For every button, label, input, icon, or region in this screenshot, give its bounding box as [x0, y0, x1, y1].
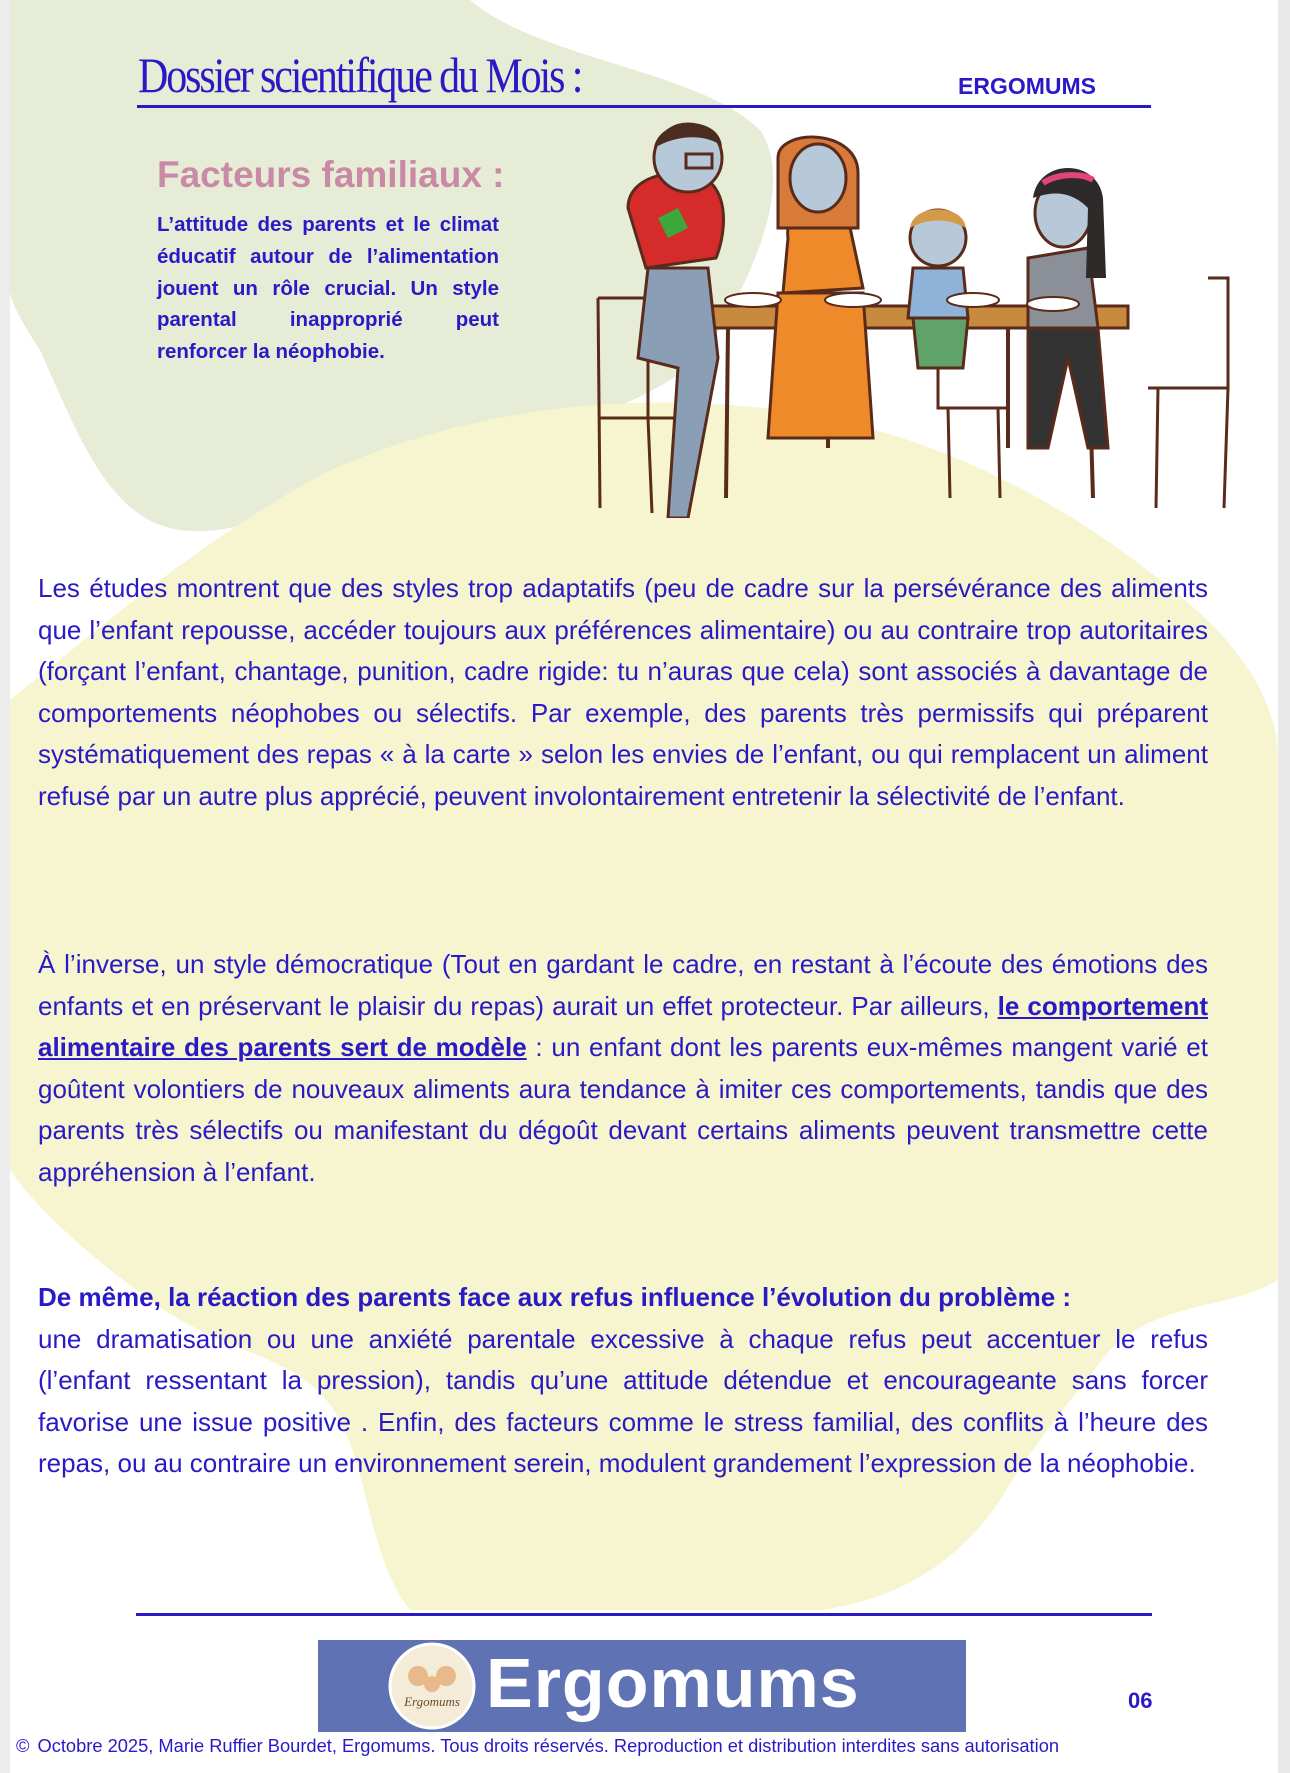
header-divider: [137, 105, 1151, 108]
paragraph-parent-reaction: [38, 1277, 1208, 1485]
footer-divider: [136, 1613, 1152, 1616]
copyright-notice: [16, 1735, 1059, 1757]
header-brand: ERGOMUMS: [958, 73, 1096, 99]
ergomums-logo: [388, 1642, 476, 1730]
family-meal-illustration: [588, 118, 1238, 518]
table-leg: [726, 328, 728, 498]
father-figure: [628, 123, 723, 518]
paragraph-text: À l’inverse, un style démocratique (Tout en gardant le cadre, en restant à l’écoute des émotions des enfants et en préservant le plaisir du repas) aurait un effet protecteur. Par ailleurs,: [38, 949, 1208, 1021]
document-title: Dossier scientifique du Mois :: [138, 47, 582, 103]
plate: [725, 293, 781, 307]
plate: [1027, 297, 1079, 311]
child-figure: [908, 209, 968, 368]
paragraph-parenting-styles: Les études montrent que des styles trop adaptatifs (peu de cadre sur la persévérance des aliments que l’enfant repousse, accéder toujours aux préférences alimentaire) ou au contraire trop autoritaires (forçant l’enfant, chantage, punition, cadre rigide: tu n’auras que cela) sont associés à davantage de comportements néophobes ou sélectifs. Par exemple, des parents très permissifs qui préparent systématiquement des repas « à la carte » selon les envies de l’enfant, ou qui remplacent un aliment refusé par un autre plus apprécié, peuvent involontairement entretenir la sélectivité de l’enfant.: [38, 573, 1208, 811]
section-intro: L’attitude des parents et le climat éducatif autour de l’alimentation jouent un rôle crucial. Un style parental inapproprié peut renforcer la néophobie.: [157, 213, 499, 364]
paragraph-lead: De même, la réaction des parents face aux refus influence l’évolution du problème :: [38, 1282, 1072, 1312]
plate: [825, 293, 881, 307]
section-heading: Facteurs familiaux :: [157, 154, 505, 195]
copyright-text: Octobre 2025, Marie Ruffier Bourdet, Ergomums. Tous droits réservés. Reproduction et distribution interdites sans autorisation: [37, 1735, 1060, 1756]
chair-child: [938, 348, 1008, 498]
brand-banner: [318, 1640, 966, 1732]
paragraph-democratic-style: [38, 944, 1208, 1193]
page-number: 06: [1128, 1688, 1153, 1713]
logo-text: Ergomums: [404, 1694, 460, 1709]
paragraph-text: une dramatisation ou une anxiété parentale excessive à chaque refus peut accentuer le refus (l’enfant ressentant la pression), tandis qu’une attitude détendue et encourageante sans forcer favorise une issue positive . Enfin, des facteurs comme le stress familial, des conflits à l’heure des repas, ou au contraire un environnement serein, modulent grandement l’expression de la néophobie.: [38, 1323, 1208, 1478]
chair-right: [1148, 278, 1228, 508]
copyright-icon: ©: [16, 1735, 30, 1756]
paragraph-text: : un enfant dont les parents eux-mêmes mangent varié et goûtent volontiers de nouveaux aliments aura tendance à imiter ces comportements, tandis que des parents très sélectifs ou manifestant du dégoût devant certains aliments peuvent transmettre cette appréhension à l’enfant.: [38, 1032, 1208, 1187]
emphasis-parent-model: le comportement alimentaire des parents sert de modèle: [38, 990, 1208, 1062]
banner-wordmark: Ergomums: [486, 1644, 860, 1722]
plate: [947, 293, 999, 307]
mother-figure: [768, 137, 873, 438]
